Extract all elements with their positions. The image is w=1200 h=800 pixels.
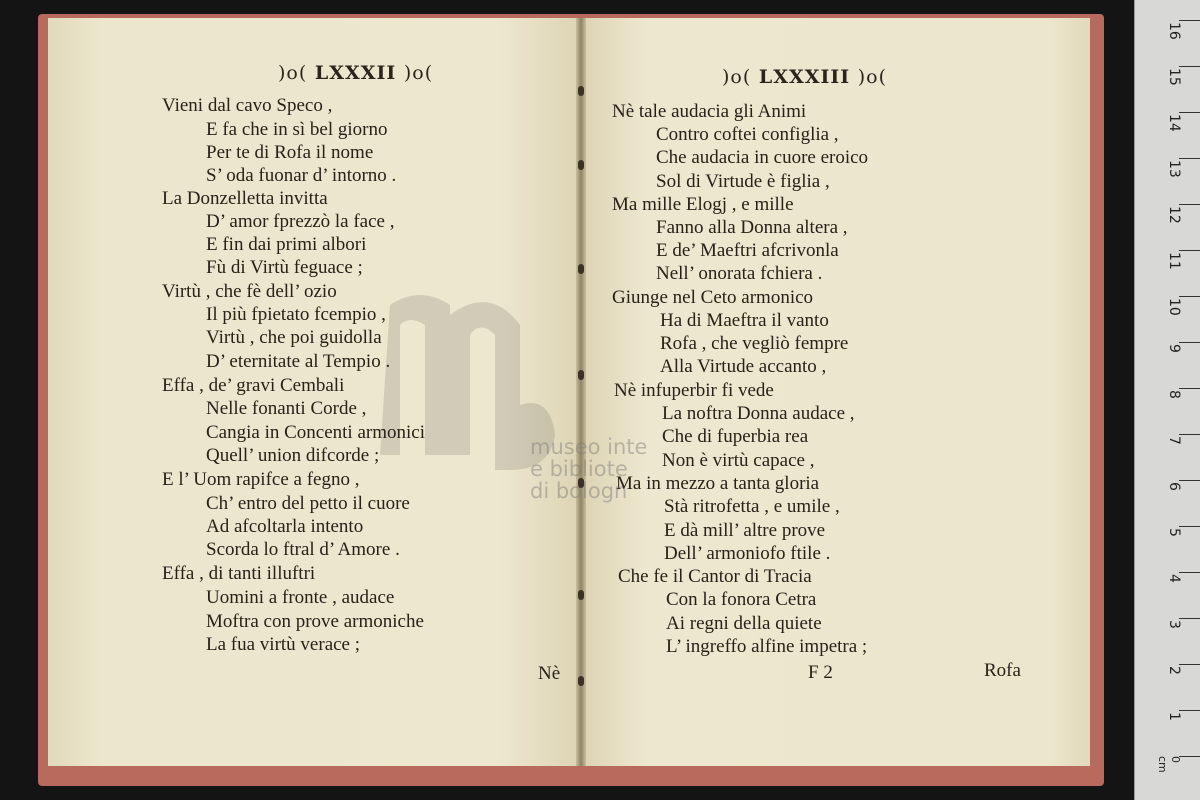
verse-line: Contro coftei configlia , [656,124,839,145]
ruler-tick [1179,158,1200,159]
verse-line: La Donzelletta invitta [162,188,328,209]
ruler-number: 7 [1166,436,1182,445]
watermark-line: museo inte [530,435,648,459]
ruler-tick [1179,112,1200,113]
verse-line: Virtù , che poi guidolla [206,327,382,348]
ruler-number: 11 [1166,252,1182,270]
binding-stitch [578,160,584,170]
verse-line: E dà mill’ altre prove [664,520,826,541]
book-gutter [576,18,586,766]
verse-line: Quell’ union difcorde ; [206,445,380,466]
verse-line: Che fe il Cantor di Tracia [618,566,812,587]
header-ornament: )o( [722,66,752,88]
ruler-number: 9 [1166,344,1182,353]
verse-line: Che di fuperbia rea [662,426,809,447]
header-ornament: )o( [857,66,888,88]
verse-line: Con la fonora Cetra [666,589,817,610]
verse-line: Giunge nel Ceto armonico [612,287,814,308]
verse-line: Nè infuperbir fi vede [614,380,774,401]
verse-line: Ha di Maeftra il vanto [660,310,829,331]
ruler-tick [1179,250,1200,251]
verse-line: La noftra Donna audace , [662,403,855,424]
ruler-tick [1179,66,1200,67]
ruler-unit-label: 0 cm [1156,756,1182,773]
verse-line: E de’ Maeftri afcrivonla [656,240,839,261]
verse-line: Fanno alla Donna altera , [656,217,848,238]
signature-mark: F 2 [808,662,833,683]
verse-line: Il più fpietato fcempio , [206,304,386,325]
binding-stitch [578,86,584,96]
left-page-header [278,62,433,84]
verse-line: Rofa , che vegliò fempre [660,333,849,354]
verse-line: Cangia in Concenti armonici [206,422,425,443]
verse-line: Ma mille Elogj , e mille [612,194,794,215]
verse-line: Nè tale audacia gli Animi [612,101,807,122]
verse-line: Scorda lo ftral d’ Amore . [206,539,400,560]
ruler-number: 10 [1166,298,1182,316]
verse-line: Ai regni della quiete [666,613,822,634]
verse-line: D’ amor fprezzò la face , [206,211,395,232]
ruler-number: 12 [1166,206,1182,224]
verse-line: Ma in mezzo a tanta gloria [616,473,820,494]
verse-line: E fa che in sì bel giorno [206,119,388,140]
verse-line: Dell’ armoniofo ftile . [664,543,831,564]
verse-line: Alla Virtude accanto , [660,356,827,377]
verse-line: Nell’ onorata fchiera . [656,263,823,284]
binding-stitch [578,590,584,600]
watermark-line: e bibliote [530,457,628,481]
header-ornament: )o( [403,62,434,84]
verse-line: L’ ingreffo alfine impetra ; [666,636,868,657]
ruler-tick [1179,664,1200,665]
verse-line: Sol di Virtude è figlia , [656,171,830,192]
verse-line: S’ oda fuonar d’ intorno . [206,165,397,186]
catchword: Nè [538,663,561,684]
header-ornament: )o( [278,62,308,84]
page-number: LXXXII [314,62,397,84]
ruler-tick [1179,296,1200,297]
verse-line: Che audacia in cuore eroico [656,147,869,168]
binding-stitch [578,370,584,380]
ruler-tick [1179,20,1200,21]
ruler-number: 13 [1166,160,1182,178]
ruler-number: 16 [1166,22,1182,40]
ruler-tick [1179,756,1200,757]
ruler-tick [1179,342,1200,343]
verse-line: Ch’ entro del petto il cuore [206,493,410,514]
ruler-number: 8 [1166,390,1182,399]
binding-stitch [578,676,584,686]
verse-line: Virtù , che fè dell’ ozio [162,281,337,302]
page-number: LXXXIII [758,66,851,88]
verse-line: Vieni dal cavo Speco , [162,95,333,116]
ruler-tick [1179,526,1200,527]
verse-line: Stà ritrofetta , e umile , [664,496,840,517]
ruler-number: 6 [1166,482,1182,491]
catchword: Rofa [984,660,1021,681]
ruler-number: 14 [1166,114,1182,132]
verse-line: Fù di Virtù feguace ; [206,257,363,278]
ruler-number: 5 [1166,528,1182,537]
ruler-tick [1179,388,1200,389]
verse-line: Ad afcoltarla intento [206,516,364,537]
verse-line: E fin dai primi albori [206,234,367,255]
ruler-number: 15 [1166,68,1182,86]
verse-line: Nelle fonanti Corde , [206,398,367,419]
ruler-number: 2 [1166,666,1182,675]
ruler-tick [1179,480,1200,481]
ruler-tick [1179,434,1200,435]
ruler-tick [1179,572,1200,573]
right-page-header [722,66,887,88]
ruler-tick [1179,204,1200,205]
verse-line: Moftra con prove armoniche [206,611,424,632]
verse-line: La fua virtù verace ; [206,634,361,655]
verse-line: Effa , de’ gravi Cembali [162,375,345,396]
verse-line: Uomini a fronte , audace [206,587,395,608]
binding-stitch [578,264,584,274]
ruler-number: 1 [1166,712,1182,721]
ruler-tick [1179,618,1200,619]
ruler-number: 4 [1166,574,1182,583]
watermark-line: di bologn [530,479,628,503]
verse-line: E l’ Uom rapifce a fegno , [162,469,360,490]
verse-line: Per te di Rofa il nome [206,142,374,163]
verse-line: Effa , di tanti illuftri [162,563,316,584]
ruler-number: 3 [1166,620,1182,629]
verse-line: Non è virtù capace , [662,450,815,471]
verse-line: D’ eternitate al Tempio . [206,351,391,372]
ruler-tick [1179,710,1200,711]
